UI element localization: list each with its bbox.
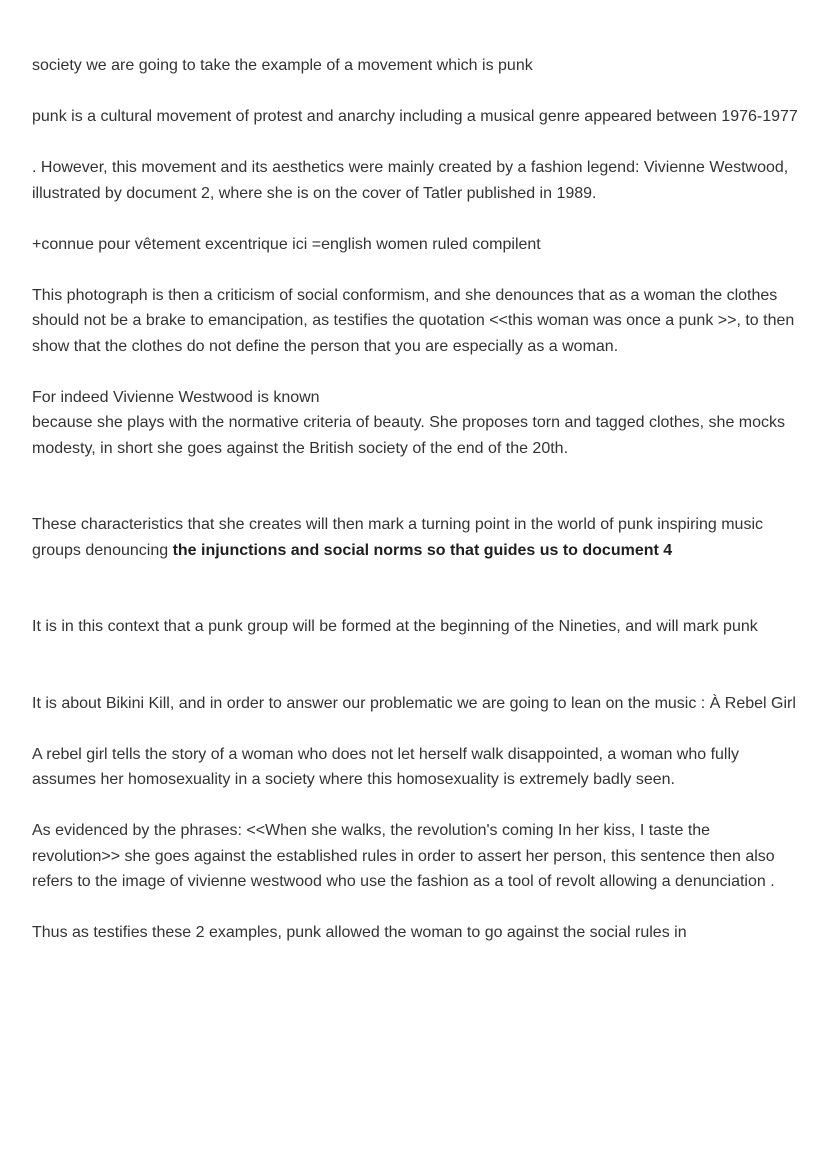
paragraph-rebel-girl: A rebel girl tells the story of a woman who does not let herself walk disappointed, a woman who fully assumes her homosexuality in a society where this homosexuality is extremely badly seen. xyxy=(32,745,740,788)
paragraph-intro: society we are going to take the example of a movement which is punk xyxy=(32,57,533,74)
paragraph-known-line: For indeed Vivienne Westwood is known xyxy=(32,388,320,406)
paragraph-characteristics-bold: the injunctions and social norms so that guides us to document 4 xyxy=(172,541,673,559)
paragraph-context: It is in this context that a punk group will be formed at the beginning of the Nineties, and will mark punk xyxy=(32,618,758,635)
paragraph-characteristics xyxy=(32,512,800,563)
paragraph-gap xyxy=(32,206,800,232)
paragraph-gap xyxy=(32,716,800,742)
paragraph-gap xyxy=(32,79,800,105)
paragraph-conclusion: Thus as testifies these 2 examples, punk allowed the woman to go against the social rules in xyxy=(32,924,687,941)
paragraph-beauty-criteria: because she plays with the normative criteria of beauty. She proposes torn and tagged clothes, she mocks modesty, in short she goes against the British society of the end of the 20th. xyxy=(32,414,786,457)
paragraph-gap xyxy=(32,793,800,819)
paragraph-gap xyxy=(32,257,800,283)
paragraph-phrases: As evidenced by the phrases: <<When she walks, the revolution's coming In her kiss, I taste the revolution>> she goes against the established rules in order to assert her person, this sentence then also refers to the image of vivienne westwood who use the fashion as a tool of revolt allowing a denunciation . xyxy=(32,822,775,890)
paragraph-photograph: This photograph is then a criticism of social conformism, and she denounces that as a woman the clothes should not be a brake to emancipation, as testifies the quotation <<this woman was once a punk >>, to then show that the clothes do not define the person that you are especially as a woman. xyxy=(32,286,795,355)
paragraph-gap xyxy=(32,130,800,156)
paragraph-westwood: . However, this movement and its aesthetics were mainly created by a fashion legend: Vivienne Westwood, illustrated by document 2, where she is on the cover of Tatler published in 1989. xyxy=(32,159,789,202)
paragraph-characteristics-text: These characteristics that she creates will then mark a turning point in the world of punk inspiring music groups denouncing xyxy=(32,516,764,559)
paragraph-gap xyxy=(32,640,800,691)
paragraph-gap xyxy=(32,563,800,614)
paragraph-punk-definition: punk is a cultural movement of protest and anarchy including a musical genre appeared between 1976-1977 xyxy=(32,108,798,125)
paragraph-gap xyxy=(32,461,800,512)
document-body xyxy=(32,53,800,946)
paragraph-gap xyxy=(32,895,800,921)
paragraph-gap xyxy=(32,359,800,385)
paragraph-bikini-kill: It is about Bikini Kill, and in order to answer our problematic we are going to lean on the music : À Rebel Girl xyxy=(32,694,796,712)
paragraph-note: +connue pour vêtement excentrique ici =english women ruled compilent xyxy=(32,235,541,253)
